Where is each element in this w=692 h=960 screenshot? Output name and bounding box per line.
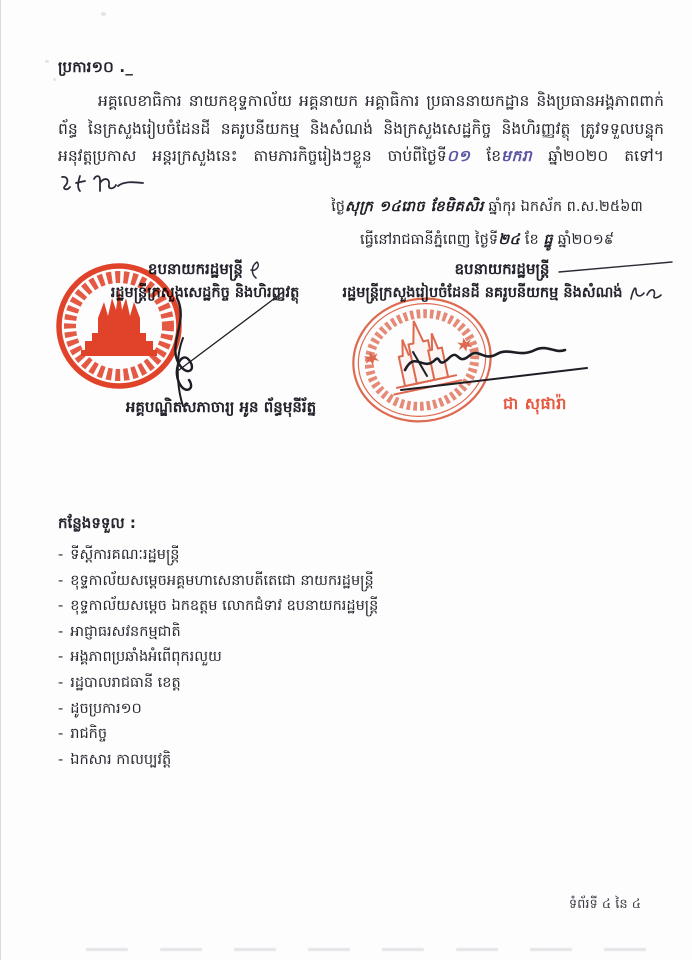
right-title2-text: រដ្ឋមន្ត្រីក្រសួងរៀបចំដែនដី នគរូបនីយកម្ម និងសំណង់ bbox=[342, 285, 623, 301]
article-body-paragraph bbox=[58, 88, 664, 198]
left-title-minister-economy-finance: រដ្ឋមន្ត្រីក្រសួងសេដ្ឋកិច្ច និងហិរញ្ញវត្ថុ bbox=[110, 285, 300, 301]
dateline-lunar bbox=[299, 196, 675, 218]
list-item bbox=[58, 722, 378, 748]
list-item bbox=[58, 569, 378, 595]
scan-speck bbox=[45, 60, 49, 63]
list-item-text: ដូចប្រការ១០ bbox=[70, 700, 142, 717]
list-item bbox=[58, 645, 378, 671]
list-bullet: - bbox=[58, 598, 64, 615]
distribution-list bbox=[58, 514, 378, 773]
body-text-after: ឆ្នាំ២០២០ តទៅ។ bbox=[532, 147, 664, 166]
scan-speck bbox=[101, 12, 106, 16]
list-item bbox=[58, 543, 378, 569]
list-item bbox=[58, 697, 378, 723]
dateline-lunar-handwritten: សុក្រ ១៤រោច ខែមិគសិរ bbox=[345, 199, 484, 215]
dateline-lunar-prefix: ថ្ងៃ bbox=[331, 199, 345, 215]
list-item-text: រដ្ឋបាលរាជធានី ខេត្ត bbox=[70, 674, 181, 691]
list-bullet: - bbox=[58, 572, 64, 589]
right-title-deputy-pm: ឧបនាយករដ្ឋមន្ត្រី bbox=[454, 260, 550, 278]
dateline-solar-handwritten-month: ធ្នូ bbox=[543, 232, 554, 248]
dateline-block bbox=[299, 196, 675, 262]
list-item-text: អាជ្ញាធរសវនកម្មជាតិ bbox=[70, 623, 181, 640]
dateline-solar-suffix: ឆ្នាំ២០១៩ bbox=[553, 232, 614, 248]
list-bullet: - bbox=[58, 623, 64, 640]
left-title1-text: ឧបនាយករដ្ឋមន្ត្រី bbox=[147, 260, 243, 278]
dateline-solar-month-label: ខែ bbox=[520, 232, 544, 248]
handwritten-initials-right bbox=[628, 283, 662, 303]
list-bullet: - bbox=[58, 726, 64, 743]
body-text: អគ្គលេខាធិការ នាយកខុទ្ទកាល័យ អគ្គនាយក អគ្គាធិការ ប្រធាននាយកដ្ឋាន និងប្រធានអង្គភាពពាក់ព័ន្ធ នៃក្រសួងរៀបចំដែនដី នគរូបនីយកម្ម និងសំណង់ និងក្រសួងសេដ្ឋកិច្ច និងហិរញ្ញវត្ថុ ត្រូវទទួលបន្ទុកអនុវត្តប្រកាស អន្តរក្រសួងនេះ តាមភារកិច្ចរៀងៗខ្លួន ចាប់ពីថ្ងៃទី bbox=[58, 92, 664, 166]
list-bullet: - bbox=[58, 700, 64, 717]
distribution-items bbox=[58, 543, 378, 773]
dateline-solar-handwritten-day: ២៤ bbox=[498, 232, 521, 248]
list-item bbox=[58, 748, 378, 774]
article-heading: ប្រការ១០ ._ bbox=[58, 58, 134, 76]
list-bullet: - bbox=[58, 547, 64, 563]
handwritten-curl-mark bbox=[248, 260, 262, 280]
scan-artifact-band bbox=[86, 948, 658, 951]
right-signatory-name: ជា សុផារ៉ា bbox=[503, 394, 567, 413]
list-item-text: ទីស្តីការគណៈរដ្ឋមន្ត្រី bbox=[70, 547, 180, 563]
list-item-text: ខុទ្ទកាល័យសម្តេចអគ្គមហាសេនាបតីតេជោ នាយករដ្ឋមន្ត្រី bbox=[70, 572, 374, 589]
list-item bbox=[58, 594, 378, 620]
page-number: ទំព័រទី ៤ នៃ ៤ bbox=[568, 897, 641, 912]
handwritten-month-name: មករា bbox=[501, 147, 533, 166]
dateline-solar-prefix: ធ្វើនៅរាជធានីភ្នំពេញ ថ្ងៃទី bbox=[360, 232, 499, 248]
list-bullet: - bbox=[58, 649, 64, 666]
list-item bbox=[58, 671, 378, 697]
list-item-text: ខុទ្ទកាល័យសម្តេច ឯកឧត្តម លោកជំទាវ ឧបនាយករដ្ឋមន្ត្រី bbox=[70, 598, 379, 615]
list-bullet: - bbox=[58, 674, 64, 691]
list-bullet: - bbox=[58, 751, 64, 768]
left-signatory-name: អគ្គបណ្ឌិតសភាចារ្យ អូន ព័ន្ធមុនីរ័ត្ន bbox=[125, 398, 317, 416]
dateline-lunar-suffix: ឆ្នាំកុរ ឯកស័ក ព.ស.២៥៦៣ bbox=[483, 199, 643, 215]
list-item bbox=[58, 620, 378, 646]
handwritten-day-number: ០១ bbox=[446, 147, 471, 166]
distribution-heading: កន្លែងទទួល : bbox=[58, 514, 136, 532]
list-item-text: រាជកិច្ច bbox=[70, 726, 108, 743]
handwritten-initials-paragraph-end bbox=[58, 173, 146, 195]
body-month-label: ខែ bbox=[470, 147, 502, 166]
dateline-solar bbox=[299, 229, 675, 251]
list-item-text: ឯកសារ កាលប្បវត្តិ bbox=[70, 751, 172, 768]
scan-speck bbox=[53, 78, 56, 81]
list-item-text: អង្គភាពប្រឆាំងអំពើពុករលួយ bbox=[70, 649, 222, 666]
